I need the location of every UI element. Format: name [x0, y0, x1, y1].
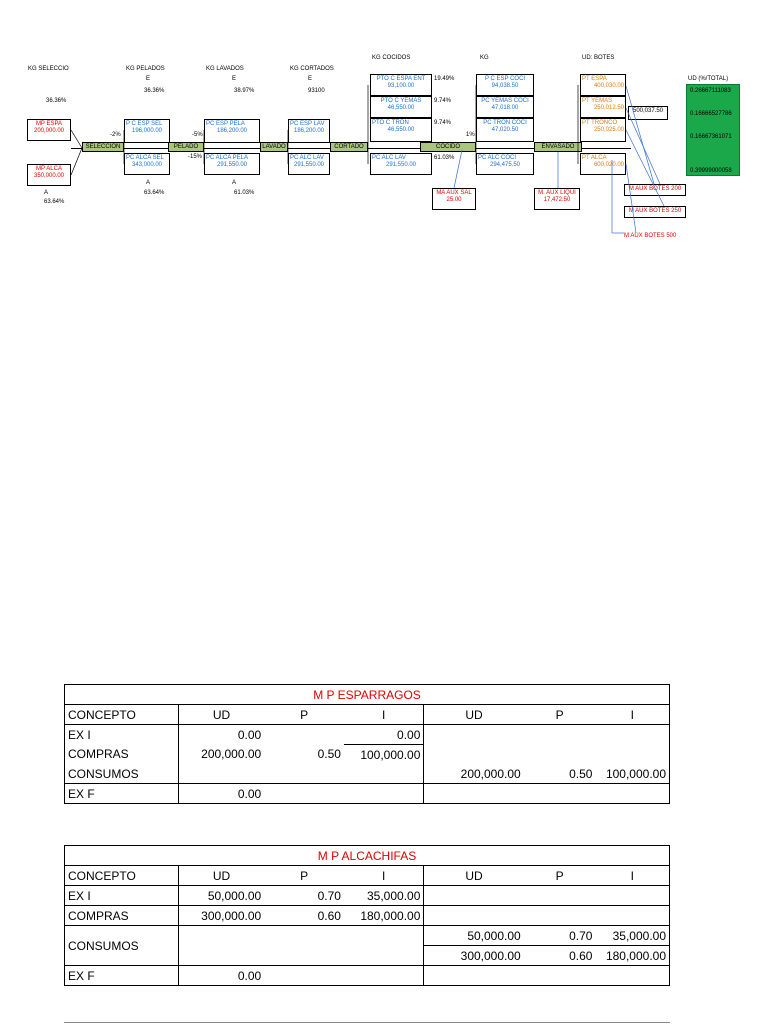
pc-esp-sel-value: 196,000.00: [131, 128, 163, 134]
pto-c-tron-value: 46,550.00: [387, 127, 415, 133]
table-row: [65, 745, 670, 765]
table-cell: 0.00: [178, 784, 264, 804]
header-kg: KG: [480, 55, 489, 61]
ud-value: 0.16667361071: [690, 134, 732, 140]
stage-cocido: COCIDO: [420, 142, 476, 152]
pto-c-tron-name: PTO C TRON: [372, 120, 409, 126]
table-cell: 35,000.00: [595, 926, 669, 946]
table-cell: [344, 966, 424, 986]
table-cell: [264, 966, 344, 986]
stage-lavado: LAVADO: [260, 142, 288, 152]
pc-tron-coci-name: PC TRON COCI: [483, 120, 527, 126]
pc-alc-lav2-name: PC ALC LAV: [372, 155, 406, 161]
table-cell: [595, 966, 669, 986]
bottom-divider: [64, 1022, 670, 1023]
table-cell: EX F: [65, 966, 179, 986]
mp-espa-box: [27, 119, 71, 141]
pto-c-tron-pct: 9.74%: [434, 120, 452, 126]
pt-alca-box: [580, 153, 626, 175]
pc-tron-coci-box: [476, 118, 534, 142]
table-cell: 0.00: [237, 727, 262, 742]
pc-alc-lav2-pct: 61.03%: [434, 155, 455, 161]
table-cell: [344, 764, 424, 784]
pc-alca-pela-name: PC ALCA PELA: [206, 155, 249, 161]
pc-alc-coci-box: [476, 153, 534, 175]
label-pct: 63.64%: [144, 190, 165, 196]
m-aux-botes-500: M AUX BOTES 500: [624, 233, 677, 239]
col-header: UD: [424, 705, 524, 725]
ud-value: 0.39999000058: [690, 168, 732, 174]
stage-pelado: PELADO: [168, 142, 204, 152]
col-header: I: [595, 705, 669, 725]
pct-pela: -5%: [192, 132, 203, 138]
header-kg-cocidos: KG COCIDOS: [372, 55, 411, 61]
col-header: CONCEPTO: [65, 866, 179, 886]
pto-c-espa-ent-value: 93,100.00: [387, 83, 415, 89]
label-pct: 61.03%: [234, 190, 255, 196]
table-header-row: [65, 866, 670, 886]
total-500-value: 500,037.50: [632, 108, 664, 114]
table-alcachofas: [64, 845, 670, 986]
pt-tronco-box: [580, 118, 626, 142]
table-cell: [524, 745, 596, 765]
label-e: E: [146, 76, 151, 82]
label-pct: 38.97%: [234, 88, 255, 94]
pc-alc-lav-name: PC ALC LAV: [290, 155, 324, 161]
table-cell: [344, 926, 424, 946]
table-cell: 100,000.00: [595, 764, 669, 784]
table-cell: 50,000.00: [424, 926, 524, 946]
pc-esp-lav-value: 186,200.00: [293, 128, 325, 134]
pc-alc-lav-value: 291,550.00: [293, 162, 325, 168]
m-aux-liqui-box: [534, 188, 580, 210]
table-cell: [595, 784, 669, 804]
table-cell: [524, 725, 596, 745]
pc-alca-pela-box: [204, 153, 260, 175]
table-cell: COMPRAS: [65, 906, 179, 926]
table-cell: [524, 784, 596, 804]
table-cell: [424, 745, 524, 765]
table-cell: 100,000.00: [344, 745, 424, 765]
pto-c-yemas-name: PTO C YEMAS: [380, 98, 422, 104]
table-cell: 50,000.00: [178, 886, 264, 906]
pc-esp-sel-box: [124, 119, 170, 143]
pc-esp-pela-box: [204, 119, 260, 143]
table-cell: 0.00: [344, 725, 424, 745]
pt-yemas-name: PT YEMAS: [582, 98, 613, 104]
pt-yemas-value: 250,012.50: [593, 105, 624, 111]
col-header: I: [344, 705, 424, 725]
mp-alca-name: MP ALCA: [36, 166, 62, 172]
header-kg-seleccio: KG SELECCIO: [28, 66, 69, 72]
m-aux-botes-200: M AUX BOTES 200: [624, 184, 686, 196]
pt-espa-value: 400,030.00: [593, 83, 624, 89]
pt-tronco-name: PT TRONCO: [582, 120, 618, 126]
pto-c-espa-ent-box: [370, 74, 432, 96]
col-header: I: [344, 866, 424, 886]
table-cell: EX I: [65, 725, 179, 745]
m-aux-botes-250: M AUX BOTES 250: [624, 206, 686, 218]
pt-espa-box: [580, 74, 626, 96]
pt-yemas-box: [580, 96, 626, 118]
pc-alc-lav2-box: [370, 153, 432, 175]
table-cell: 0.70: [524, 926, 596, 946]
label-a: A: [44, 190, 49, 196]
col-header: CONCEPTO: [65, 705, 179, 725]
table-cell: [424, 886, 524, 906]
table-cell: 0.00: [178, 966, 264, 986]
table-cell: [595, 725, 669, 745]
ud-value: 0.26667111083: [690, 88, 731, 94]
ma-aux-sal-name: MA AUX SAL: [436, 190, 472, 196]
col-header: P: [524, 705, 596, 725]
pc-yemas-coci-value: 47,018.00: [491, 105, 519, 111]
pto-c-yemas-value: 46,550.00: [387, 105, 415, 111]
m-aux-liqui-value: 17,472.50: [543, 197, 571, 203]
ma-aux-sal-value: 25.00: [446, 197, 462, 203]
label-a: A: [232, 180, 237, 186]
pc-alca-pela-value: 291,550.00: [216, 162, 248, 168]
table-cell: [595, 886, 669, 906]
table-row: [65, 725, 670, 745]
pto-c-espa-ent-name: PTO C ESPA ENT: [376, 76, 426, 82]
pc-alca-sel-value: 343,000.00: [131, 162, 163, 168]
table-cell: [595, 745, 669, 765]
total-500-box: [628, 106, 668, 120]
table-cell: 200,000.00: [460, 766, 521, 781]
pc-esp-sel-name: P C ESP SEL: [126, 121, 163, 127]
pt-alca-value: 600,020.00: [593, 162, 624, 168]
ud-percent-panel: [686, 84, 740, 176]
table-cell: 180,000.00: [344, 906, 424, 926]
pto-c-yemas-box: [370, 96, 432, 118]
table-cell: 0.60: [569, 948, 593, 963]
table-row: [65, 906, 670, 926]
table-cell: 35,000.00: [344, 886, 424, 906]
table-row: [65, 926, 670, 946]
label-pct: 36.36%: [46, 98, 67, 104]
mp-alca-box: [27, 164, 71, 186]
header-kg-pelados: KG PELADOS: [126, 66, 165, 72]
ud-value: 0.16666527786: [690, 111, 732, 117]
header-kg-lavados: KG LAVADOS: [206, 66, 244, 72]
pc-alc-coci-value: 294,475.50: [489, 162, 521, 168]
col-header: UD: [424, 866, 524, 886]
table-cell: [344, 946, 424, 966]
table-cell: [178, 946, 264, 966]
col-header: I: [595, 866, 669, 886]
table-cell: [264, 946, 344, 966]
p-c-esp-coci-value: 94,038.50: [491, 83, 519, 89]
table-cell: [424, 784, 524, 804]
pto-c-espa-ent-pct: 19.49%: [434, 76, 455, 82]
table-title: M P ALCACHIFAS: [65, 846, 670, 866]
pc-yemas-coci-box: [476, 96, 534, 118]
pc-alca-sel-name: PC ALCA SEL: [126, 155, 165, 161]
label-a: A: [146, 180, 151, 186]
table-cell: 300,000.00: [460, 948, 521, 963]
table-cell: EX I: [65, 886, 179, 906]
pt-tronco-value: 250,025.00: [593, 127, 624, 133]
pc-tron-coci-value: 47,020.50: [491, 127, 519, 133]
pc-alc-lav2-value: 291,550.00: [385, 162, 417, 168]
stage-seleccion: SELECCIÓN: [82, 142, 124, 152]
pct-sel: -2%: [110, 132, 121, 138]
table-row: [65, 764, 670, 784]
label-pct: 63.64%: [44, 199, 65, 205]
table-cell: [524, 966, 596, 986]
label-pct: 36.36%: [144, 88, 165, 94]
pc-esp-pela-name: PC ESP PELA: [206, 121, 245, 127]
pto-c-tron-box: [370, 118, 432, 142]
pto-c-yemas-pct: 9.74%: [434, 98, 452, 104]
p-c-esp-coci-name: P C ESP COCI: [484, 76, 526, 82]
label-value: 93100: [308, 88, 325, 94]
pc-yemas-coci-name: PC YEMAS COCI: [481, 98, 529, 104]
pct-pela: -15%: [188, 154, 203, 160]
table-cell: [595, 906, 669, 926]
table-cell: [264, 784, 344, 804]
table-cell: 200,000.00: [201, 747, 262, 762]
mp-alca-value: 350,000.00: [33, 173, 65, 179]
label-e: E: [308, 76, 313, 82]
table-cell: CONSUMOS: [65, 926, 179, 966]
header-ud-botes: UD: BOTES: [582, 55, 615, 61]
col-header: UD: [178, 705, 264, 725]
pt-alca-name: PT ALCA: [582, 155, 607, 161]
label-e: E: [232, 76, 237, 82]
table-cell: [344, 784, 424, 804]
table-cell: [424, 906, 524, 926]
table-cell: CONSUMOS: [65, 764, 179, 784]
header-kg-cortados: KG CORTADOS: [290, 66, 334, 72]
table-cell: 0.50: [317, 747, 341, 762]
table-cell: 0.70: [264, 886, 344, 906]
mp-espa-name: MP ESPA: [35, 121, 63, 127]
table-row: [65, 886, 670, 906]
table-cell: [178, 764, 264, 784]
table-cell: [524, 886, 596, 906]
table-cell: [524, 906, 596, 926]
pc-alc-coci-name: PC ALC COCI: [478, 155, 517, 161]
table-cell: [424, 966, 524, 986]
pc-esp-lav-box: [288, 119, 330, 143]
stage-envasado: ENVASADO: [534, 142, 582, 152]
pc-alca-sel-box: [124, 153, 170, 175]
ma-aux-sal-box: [432, 188, 476, 210]
pc-esp-pela-value: 186,200.00: [216, 128, 248, 134]
col-header: P: [264, 866, 344, 886]
pt-espa-name: PT ESPA: [582, 76, 607, 82]
table-title: M P ESPARRAGOS: [65, 685, 670, 705]
table-header-row: [65, 705, 670, 725]
col-header: P: [264, 705, 344, 725]
table-row: [65, 784, 670, 804]
col-header: P: [524, 866, 596, 886]
pct-cocido: 1%: [466, 132, 475, 138]
stage-cortado: CORTADO: [330, 142, 368, 152]
table-cell: 300,000.00: [178, 906, 264, 926]
table-cell: [264, 926, 344, 946]
table-cell: [264, 725, 344, 745]
table-cell: 0.60: [264, 906, 344, 926]
pc-alc-lav-box: [288, 153, 330, 175]
table-cell: [264, 764, 344, 784]
table-cell: [424, 725, 524, 745]
table-cell: COMPRAS: [65, 745, 179, 765]
col-header: UD: [178, 866, 264, 886]
pc-esp-lav-name: PC ESP LAV: [290, 121, 325, 127]
table-esparragos: [64, 684, 670, 804]
table-row: [65, 966, 670, 986]
header-ud-pct-total: UD (%/TOTAL): [688, 76, 729, 82]
table-cell: 180,000.00: [595, 946, 669, 966]
table-cell: EX F: [65, 784, 179, 804]
table-cell: 0.50: [569, 766, 593, 781]
p-c-esp-coci-box: [476, 74, 534, 96]
m-aux-liqui-name: M. AUX LIQUI: [538, 190, 576, 196]
table-cell: [178, 926, 264, 946]
mp-espa-value: 200,000.00: [33, 128, 65, 134]
